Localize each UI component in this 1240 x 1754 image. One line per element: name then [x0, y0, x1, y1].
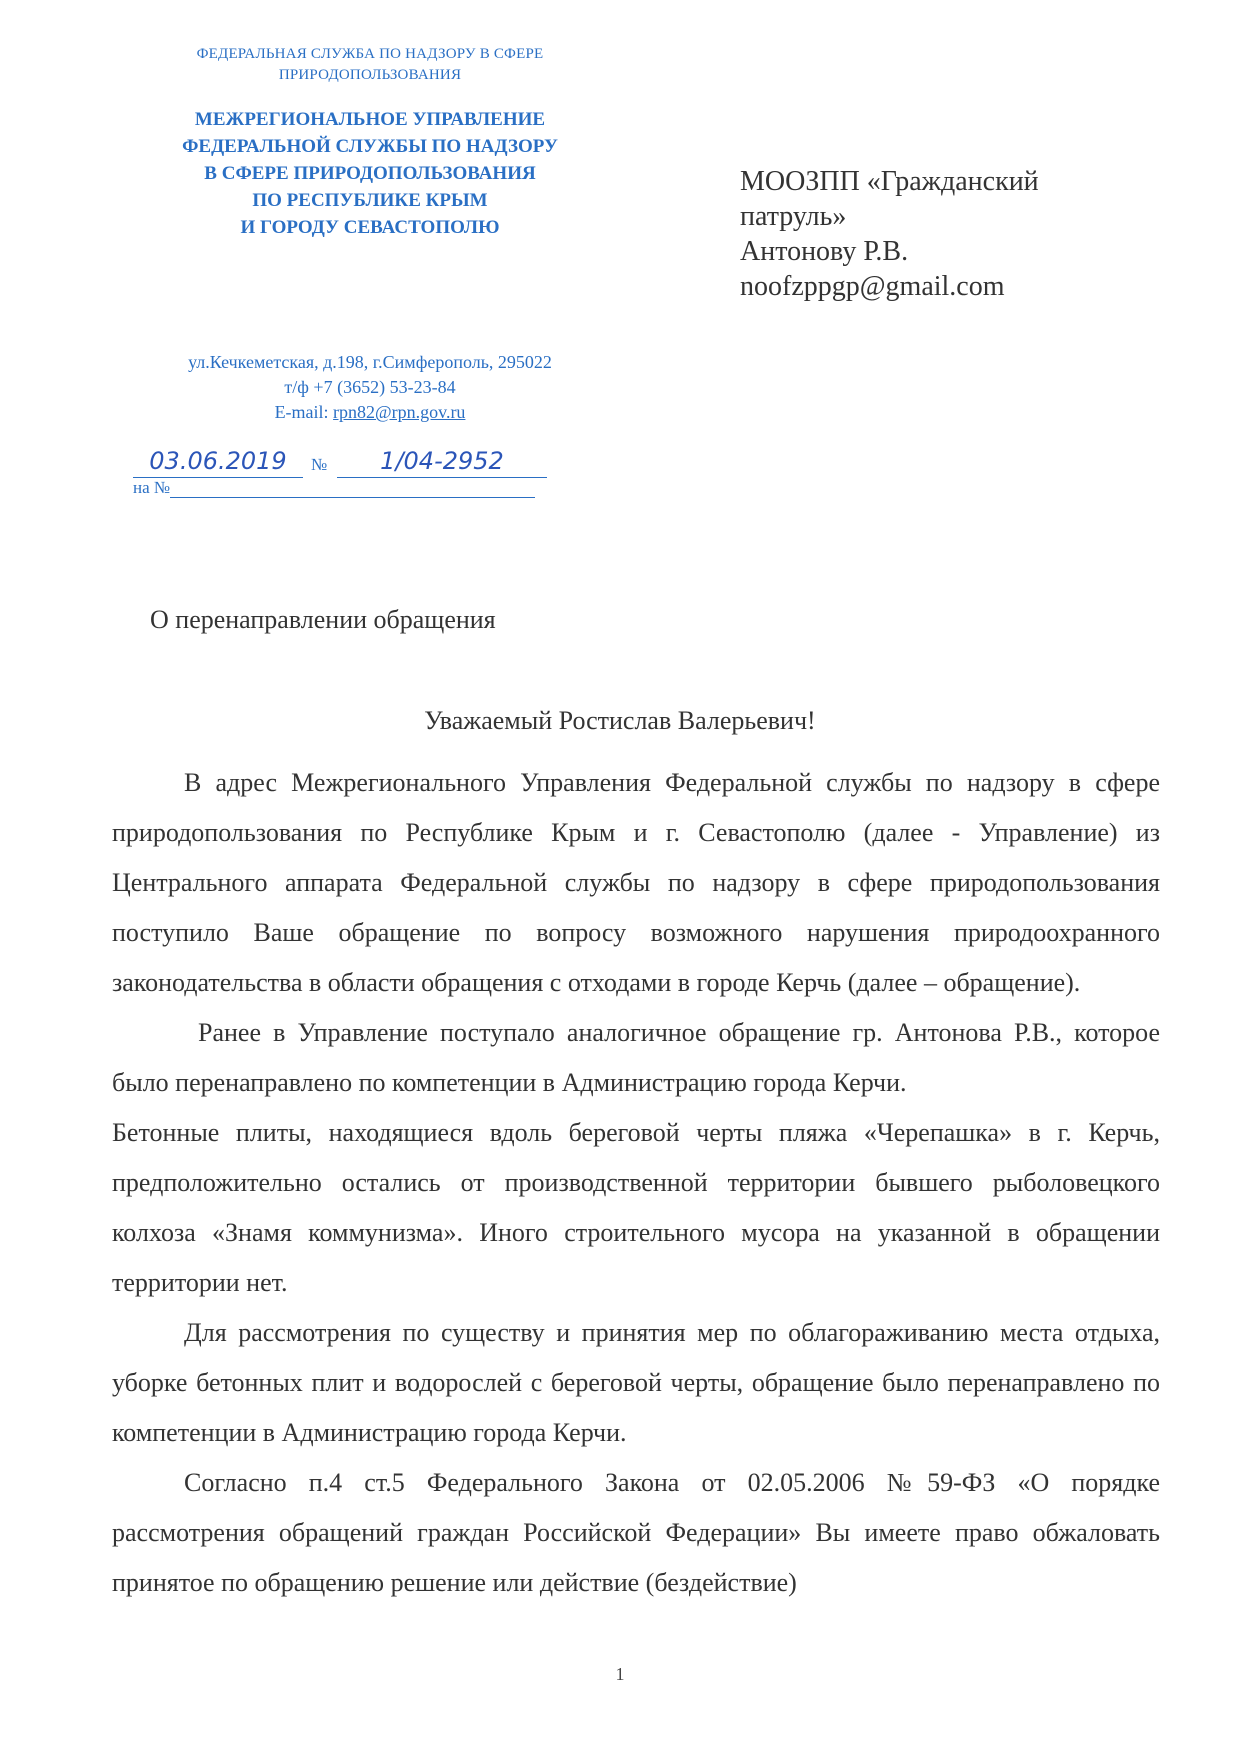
- sender-email-label: E-mail:: [274, 402, 334, 422]
- salutation: Уважаемый Ростислав Валерьевич!: [424, 706, 816, 735]
- registration-number-label: №: [311, 455, 328, 474]
- letterhead-stamp: [120, 44, 620, 241]
- reference-blank: [170, 479, 535, 498]
- registration-line: [133, 445, 553, 481]
- addressee-line: Антонову Р.В.: [740, 236, 909, 267]
- organization-name: [120, 106, 620, 241]
- letter-subject: О перенаправлении обращения: [150, 605, 496, 634]
- sender-address: ул.Кечкеметская, д.198, г.Симферополь, 295022: [188, 352, 552, 372]
- body-paragraph: Для рассмотрения по существу и принятия мер по облагораживанию места отдыха, уборке бетонных плит и водорослей с береговой черты, обращение было перенаправлено по компетенции в Администрацию города Керчи.: [112, 1318, 1160, 1447]
- organization-name-line: МЕЖРЕГИОНАЛЬНОЕ УПРАВЛЕНИЕ: [194, 109, 546, 130]
- body-paragraph: Согласно п.4 ст.5 Федерального Закона от 02.05.2006 №59-ФЗ «О порядке рассмотрения обращений граждан Российской Федерации» Вы имеете право обжаловать принятое по обращению решение или действие (бездействие): [112, 1468, 1160, 1597]
- organization-name-line: И ГОРОДУ СЕВАСТОПОЛЮ: [240, 217, 500, 238]
- registration-date: 03.06.2019: [133, 445, 303, 478]
- sender-email-line: [120, 400, 620, 425]
- organization-name-line: ПО РЕСПУБЛИКЕ КРЫМ: [252, 190, 488, 211]
- sender-phone: т/ф +7 (3652) 53-23-84: [284, 377, 456, 397]
- service-name-line: ПРИРОДОПОЛЬЗОВАНИЯ: [278, 67, 462, 83]
- sender-email-link[interactable]: rpn82@rpn.gov.ru: [333, 402, 466, 422]
- organization-name-line: ФЕДЕРАЛЬНОЙ СЛУЖБЫ ПО НАДЗОРУ: [182, 136, 558, 157]
- service-name-line: ФЕДЕРАЛЬНАЯ СЛУЖБА ПО НАДЗОРУ В СФЕРЕ: [196, 46, 544, 62]
- addressee-line: МООЗПП «Гражданский: [740, 166, 1039, 197]
- body-paragraph: Бетонные плиты, находящиеся вдоль береговой черты пляжа «Черепашка» в г. Керчь, предположительно остались от производственной территории бывшего рыболовецкого колхоза «Знамя коммунизма». Иного строительного мусора на указанной в обращении территории нет.: [112, 1118, 1160, 1297]
- body-paragraph: Ранее в Управление поступало аналогичное обращение гр. Антонова Р.В., которое было перенаправлено по компетенции в Администрацию города Керчи.: [112, 1018, 1160, 1097]
- sender-contacts: [120, 350, 620, 425]
- reference-label: на №: [133, 478, 171, 497]
- body-paragraph: В адрес Межрегионального Управления Федеральной службы по надзору в сфере природопользования по Республике Крым и г. Севастополю (далее - Управление) из Центрального аппарата Федеральной службы по надзору в сфере природопользования поступило Ваше обращение по вопросу возможного нарушения природоохранного законодательства в области обращения с отходами в городе Керчь (далее – обращение).: [112, 768, 1160, 997]
- service-name: [120, 44, 620, 86]
- addressee-line: патруль»: [740, 201, 847, 232]
- letter-body: [112, 758, 1160, 1608]
- registration-number: 1/04-2952: [337, 445, 547, 478]
- organization-name-line: В СФЕРЕ ПРИРОДОПОЛЬЗОВАНИЯ: [204, 163, 536, 184]
- addressee-email[interactable]: noofzppgp@gmail.com: [740, 271, 1005, 302]
- page-number: 1: [615, 1664, 625, 1684]
- addressee-block: [740, 164, 1160, 304]
- reference-line: [133, 478, 543, 498]
